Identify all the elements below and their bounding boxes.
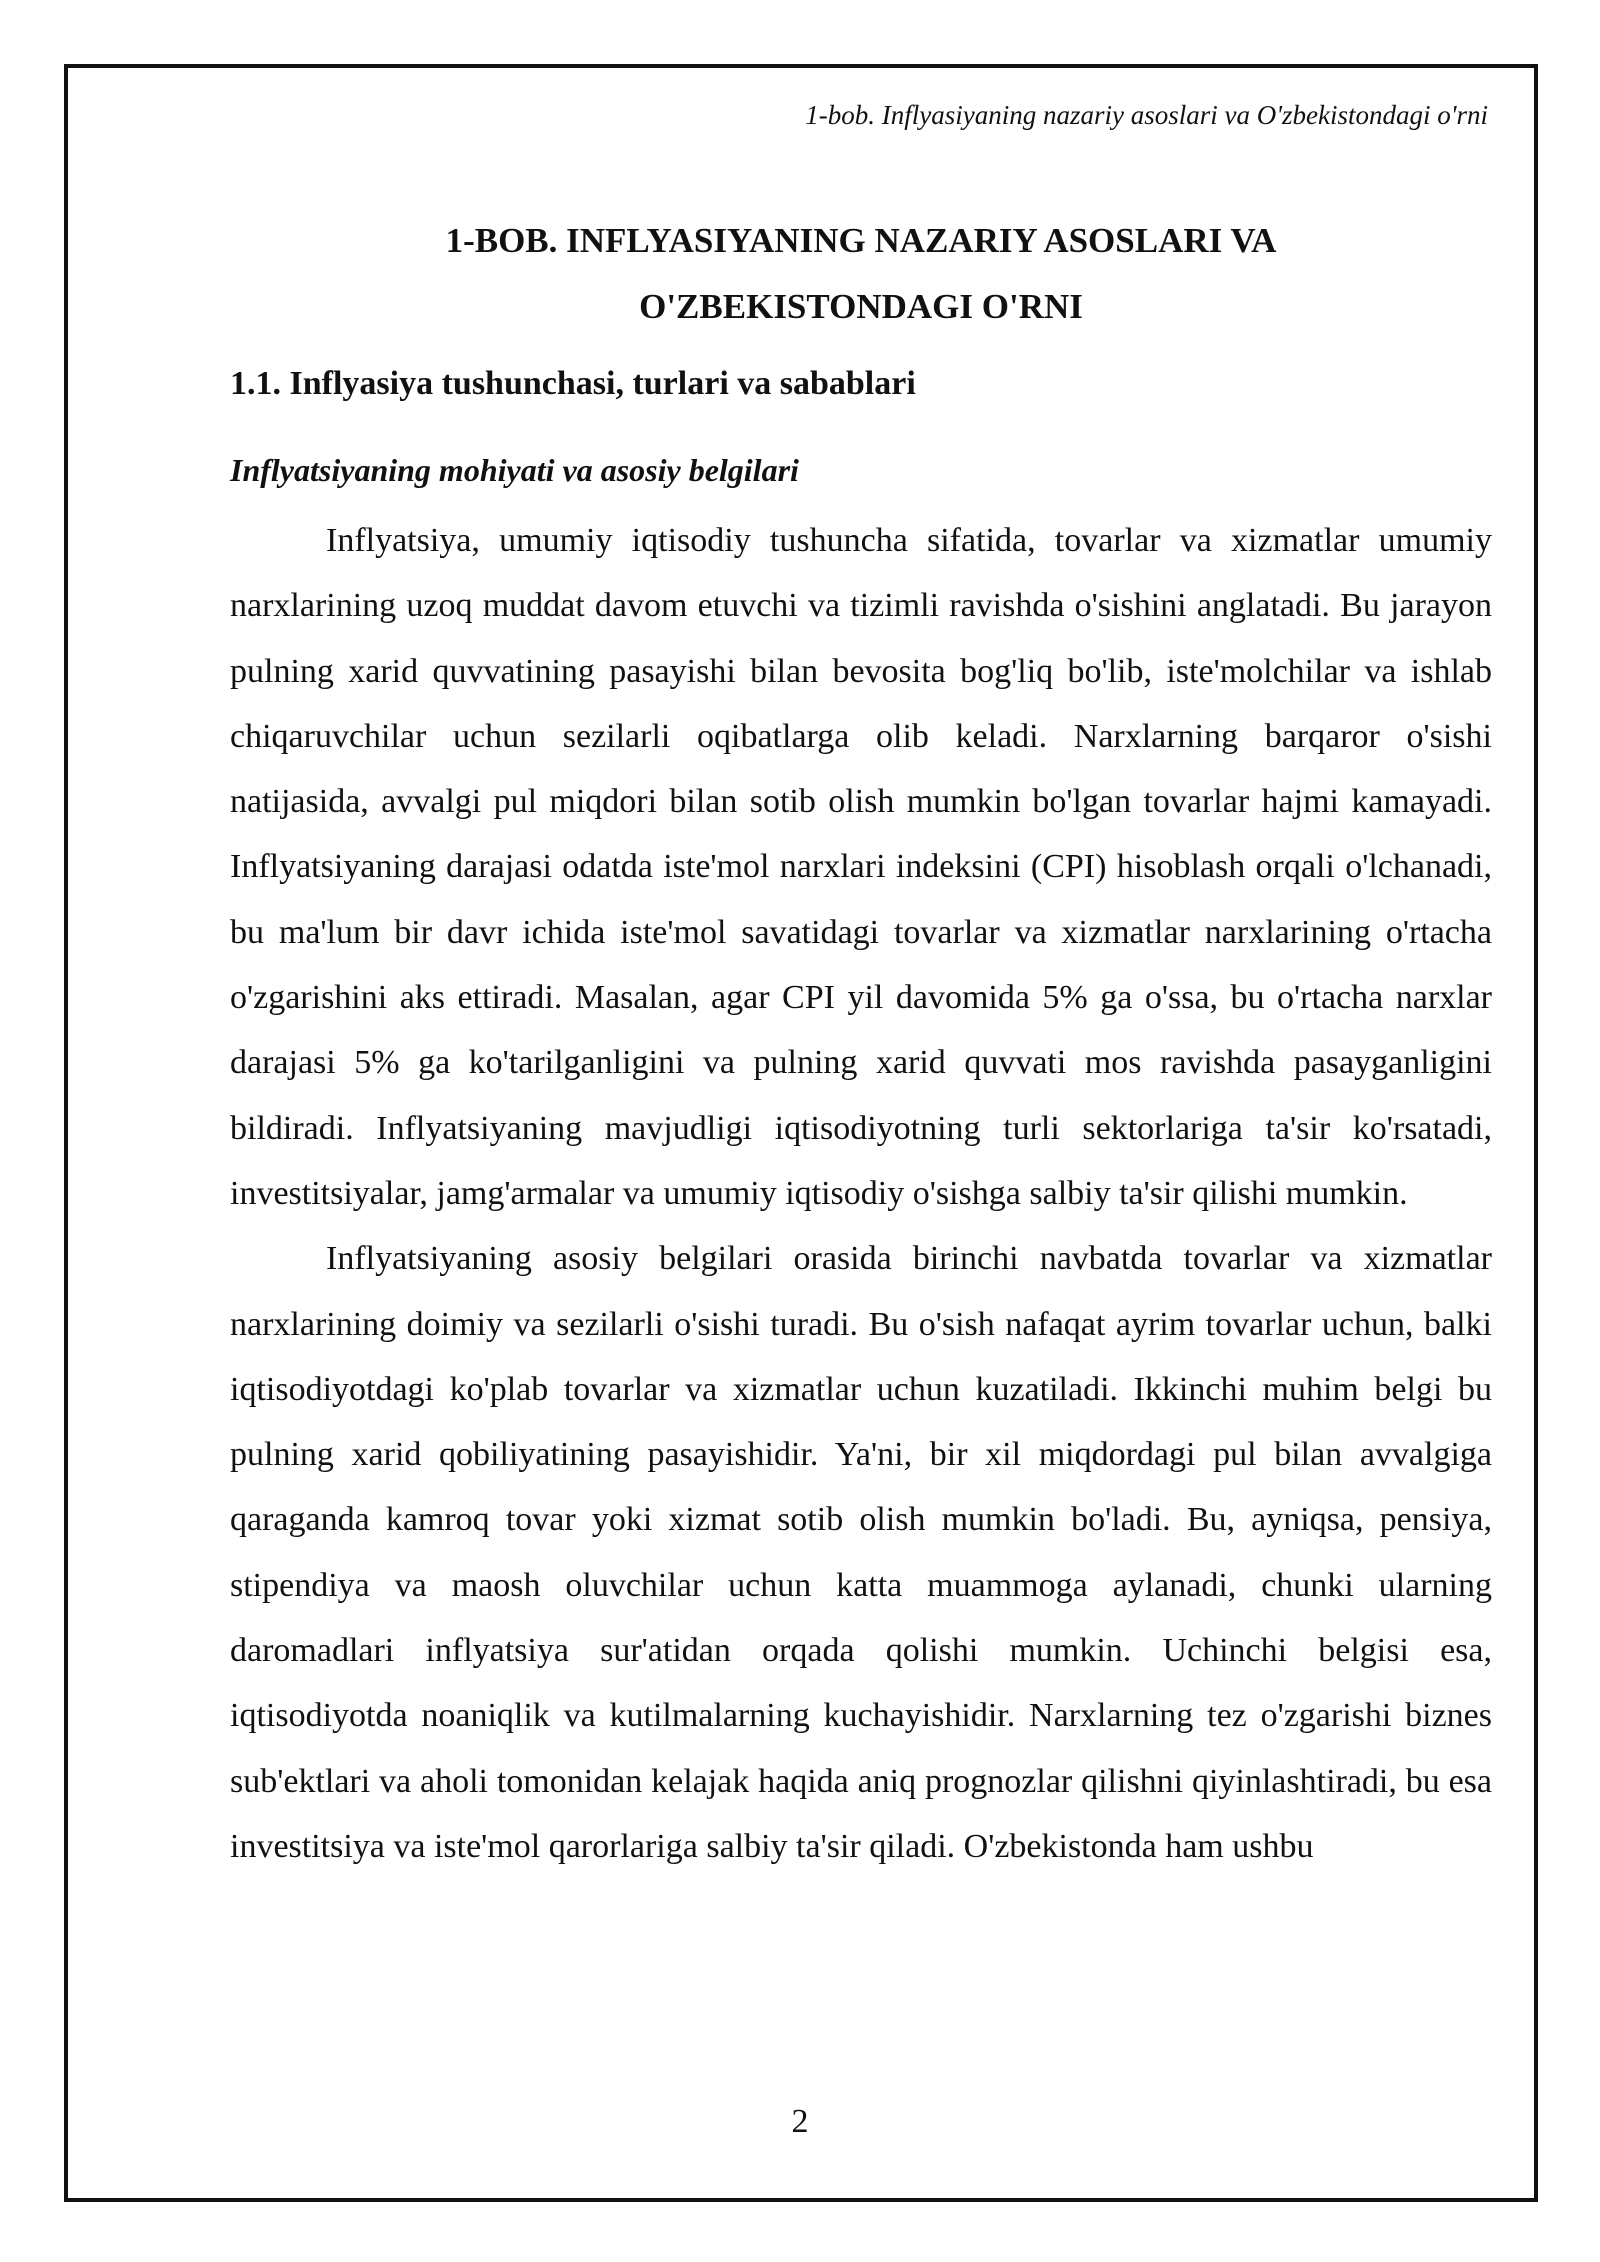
body-paragraph-1: Inflyatsiya, umumiy iqtisodiy tushuncha sifatida, tovarlar va xizmatlar umumiy narxlarining uzoq muddat davom etuvchi va tizimli ravishda o'sishini anglatadi. Bu jarayon pulning xarid quvvatining pasayishi bilan bevosita bog'liq bo'lib, iste'molchilar va ishlab chiqaruvchilar uchun sezilarli oqibatlarga olib keladi. Narxlarning barqaror o'sishi natijasida, avvalgi pul miqdori bilan sotib olish mumkin bo'lgan tovarlar hajmi kamayadi. Inflyatsiyaning darajasi odatda iste'mol narxlari indeksini (CPI) hisoblash orqali o'lchanadi, bu ma'lum bir davr ichida iste'mol savatidagi tovarlar va xizmatlar narxlarining o'rtacha o'zgarishini aks ettiradi. Masalan, agar CPI yil davomida 5% ga o'ssa, bu o'rtacha narxlar darajasi 5% ga ko'tarilganligini va pulning xarid quvvati mos ravishda pasayganligini bildiradi. Inflyatsiyaning mavjudligi iqtisodiyotning turli sektorlariga ta'sir ko'rsatadi, investitsiyalar, jamg'armalar va umumiy iqtisodiy o'sishga salbiy ta'sir qilishi mumkin. (230, 522, 1492, 1212)
chapter-title-line-2: O'ZBEKISTONDAGI O'RNI (639, 287, 1083, 326)
page-content (230, 208, 1492, 1879)
running-header: 1-bob. Inflyasiyaning nazariy asoslari va O'zbekistondagi o'rni (805, 100, 1488, 130)
chapter-title-line-1: 1-BOB. INFLYASIYANING NAZARIY ASOSLARI VA (445, 221, 1277, 260)
page-number: 2 (791, 2103, 809, 2140)
subsection-title: Inflyatsiyaning mohiyati va asosiy belgilari (230, 452, 799, 488)
chapter-title (230, 208, 1492, 340)
body-paragraph-2: Inflyatsiyaning asosiy belgilari orasida birinchi navbatda tovarlar va xizmatlar narxlarining doimiy va sezilarli o'sishi turadi. Bu o'sish nafaqat ayrim tovarlar uchun, balki iqtisodiyotdagi ko'plab tovarlar va xizmatlar uchun kuzatiladi. Ikkinchi muhim belgi bu pulning xarid qobiliyatining pasayishidir. Ya'ni, bir xil miqdordagi pul bilan avvalgiga qaraganda kamroq tovar yoki xizmat sotib olish mumkin bo'ladi. Bu, ayniqsa, pensiya, stipendiya va maosh oluvchilar uchun katta muammoga aylanadi, chunki ularning daromadlari inflyatsiya sur'atidan orqada qolishi mumkin. Uchinchi belgisi esa, iqtisodiyotda noaniqlik va kutilmalarning kuchayishidir. Narxlarning tez o'zgarishi biznes sub'ektlari va aholi tomonidan kelajak haqida aniq prognozlar qilishni qiyinlashtiradi, bu esa investitsiya va iste'mol qarorlariga salbiy ta'sir qiladi. O'zbekistonda ham ushbu (230, 1240, 1492, 1865)
section-title: 1.1. Inflyasiya tushunchasi, turlari va sabablari (230, 365, 916, 402)
